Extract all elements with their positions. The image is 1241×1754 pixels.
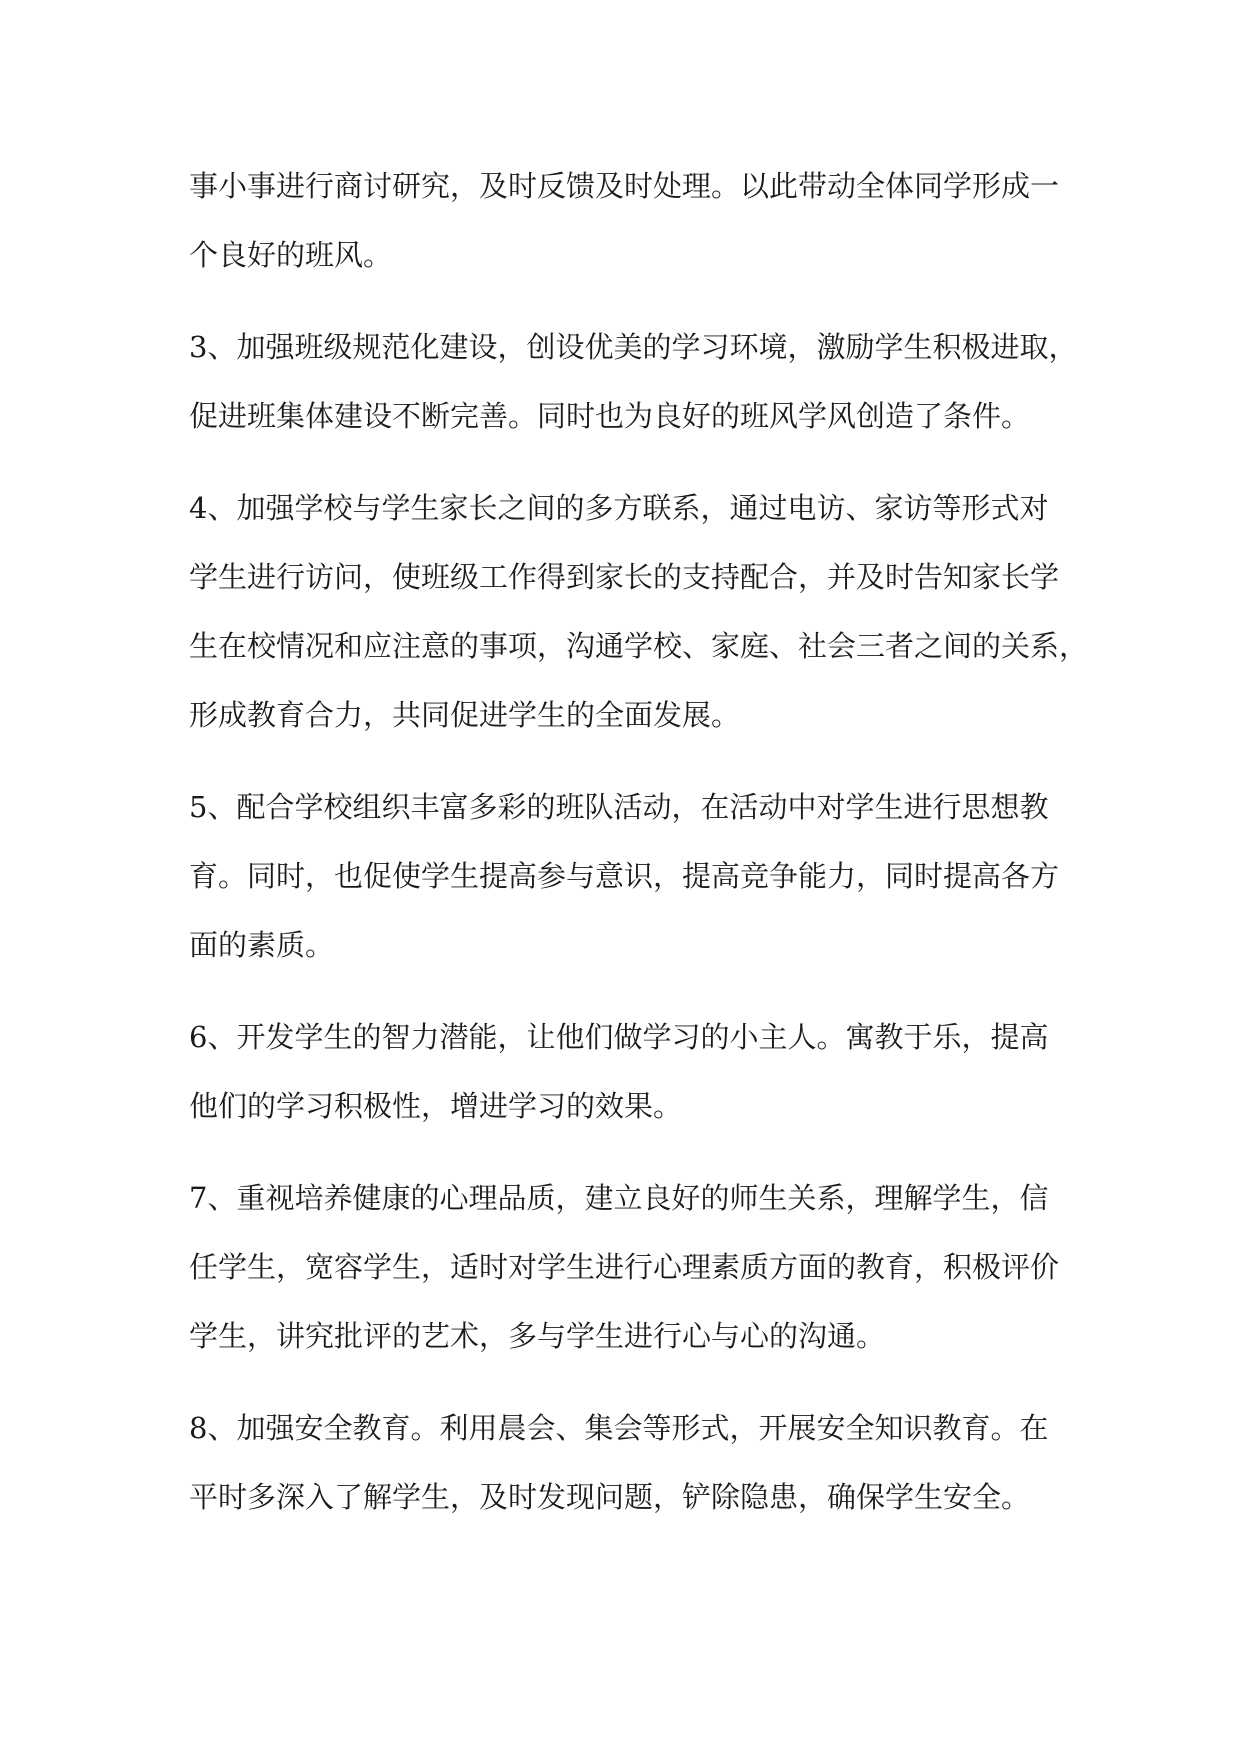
- paragraph-item-8: [189, 1394, 1055, 1532]
- text-line: 个良好的班风。: [189, 238, 393, 272]
- text-line: 5、配合学校组织丰富多彩的班队活动，在活动中对学生进行思想教: [189, 790, 1049, 824]
- text-line: 6、开发学生的智力潜能，让他们做学习的小主人。寓教于乐，提高: [189, 1020, 1049, 1054]
- text-line: 事小事进行商讨研究，及时反馈及时处理。以此带动全体同学形成一: [189, 169, 1060, 203]
- text-line: 育。同时，也促使学生提高参与意识，提高竞争能力，同时提高各方: [189, 859, 1060, 893]
- text-line: 他们的学习积极性，增进学习的效果。: [189, 1089, 683, 1123]
- document-body: [189, 152, 1089, 1555]
- text-line: 生在校情况和应注意的事项，沟通学校、家庭、社会三者之间的关系，: [189, 629, 1089, 663]
- text-line: 4、加强学校与学生家长之间的多方联系，通过电访、家访等形式对: [189, 491, 1049, 525]
- text-line: 学生进行访问，使班级工作得到家长的支持配合，并及时告知家长学: [189, 560, 1060, 594]
- paragraph-item-5: [189, 773, 1060, 980]
- text-line: 3、加强班级规范化建设，创设优美的学习环境，激励学生积极进取，: [189, 330, 1078, 364]
- text-line: 形成教育合力，共同促进学生的全面发展。: [189, 698, 741, 732]
- paragraph-item-6: [189, 1003, 1055, 1141]
- paragraph-continuation: [189, 152, 1060, 290]
- text-line: 平时多深入了解学生，及时发现问题，铲除隐患，确保学生安全。: [189, 1480, 1031, 1514]
- text-line: 7、重视培养健康的心理品质，建立良好的师生关系，理解学生，信: [189, 1181, 1049, 1215]
- text-line: 面的素质。: [189, 928, 335, 962]
- paragraph-item-4: [189, 474, 1089, 750]
- text-line: 促进班集体建设不断完善。同时也为良好的班风学风创造了条件。: [189, 399, 1031, 433]
- paragraph-item-3: [189, 313, 1078, 451]
- text-line: 8、加强安全教育。利用晨会、集会等形式，开展安全知识教育。在: [189, 1411, 1049, 1445]
- text-line: 学生，讲究批评的艺术，多与学生进行心与心的沟通。: [189, 1319, 886, 1353]
- text-line: 任学生，宽容学生，适时对学生进行心理素质方面的教育，积极评价: [189, 1250, 1060, 1284]
- paragraph-item-7: [189, 1164, 1060, 1371]
